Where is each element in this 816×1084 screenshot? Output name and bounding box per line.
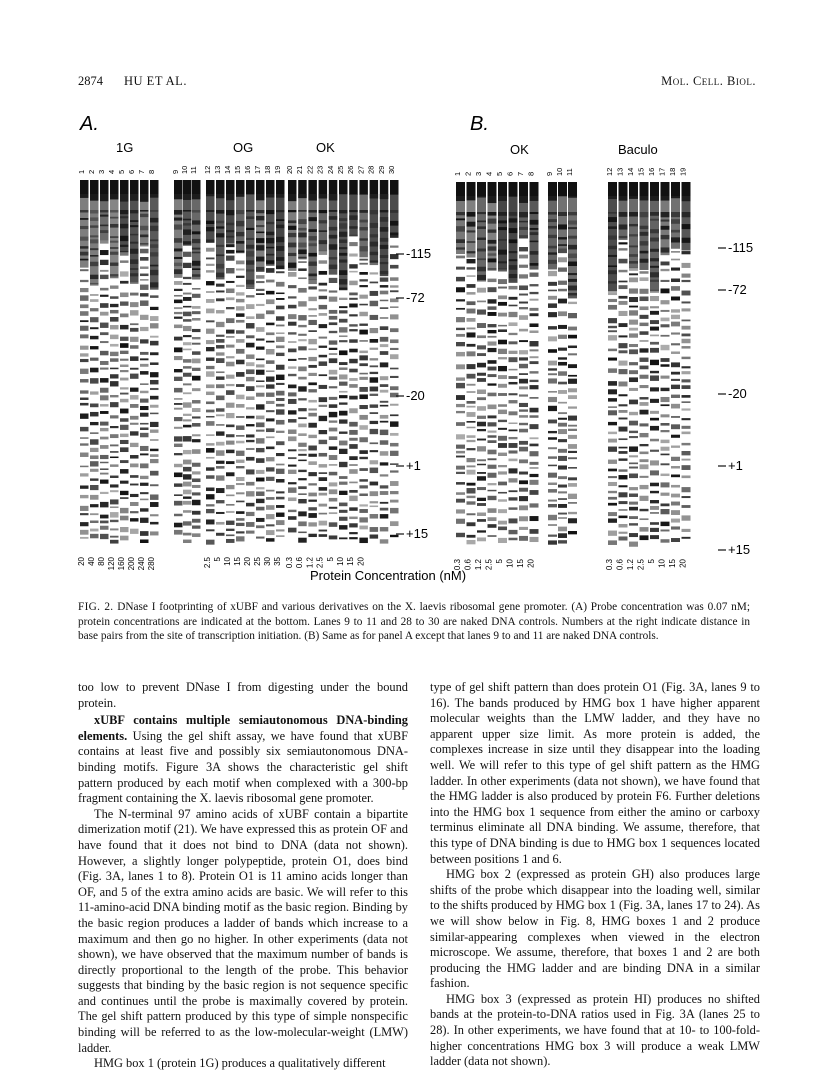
gel-lane bbox=[370, 180, 379, 539]
marker-label: -20 bbox=[728, 386, 747, 401]
lane-number: 14 bbox=[223, 165, 232, 174]
paragraph: The N-terminal 97 amino acids of xUBF contain a bipartite dimerization motif (21). We have expressed this as protein OF and have found that it does not bind to DNA (data not shown). However, a slightly longer polypeptide, protein O1, does bind (Fig. 3A, lanes 1 to 8). Protein O1 is 11 amino acids longer than OF, and 5 of the extra amino acids are basic. We will refer to this 11-amino-acid DNA binding motif as the basic region. Binding by the basic region produces a ladder of bands which increase to a maximum and then go no higher. In other experiments (data not shown), we have observed that the maximum number of bands is directly proportional to the length of the probe. This behavior suggests that binding by the basic region is not sequence specific and continues until the probe is maximally covered by protein. The gel shift pattern produced by this type of simple nonspecific binding will be referred to as the low-molecular-weight (LMW) ladder. bbox=[78, 806, 408, 1055]
lane-number: 5 bbox=[117, 169, 126, 174]
gel-lane bbox=[349, 180, 358, 539]
lane-number: 3 bbox=[97, 169, 106, 174]
gel-lane bbox=[509, 182, 518, 540]
gel-lane bbox=[467, 182, 476, 544]
lane-number: 5 bbox=[495, 171, 504, 176]
concentration-label: 2.5 bbox=[636, 559, 646, 571]
panel-b-lane-numbers bbox=[453, 168, 688, 176]
concentration-label: 20 bbox=[243, 557, 252, 566]
concentration-label: 40 bbox=[87, 557, 96, 566]
gel-lane bbox=[629, 182, 638, 547]
concentration-label: 2.5 bbox=[315, 557, 325, 569]
lane-number: 14 bbox=[626, 167, 635, 176]
concentration-label: 120 bbox=[107, 557, 116, 571]
gel-lane bbox=[319, 180, 328, 537]
gel-lane bbox=[456, 182, 465, 537]
gel-lane bbox=[329, 180, 338, 539]
gel-lane bbox=[276, 180, 285, 537]
gel-lane bbox=[380, 180, 389, 544]
concentration-label: 0.3 bbox=[605, 559, 614, 571]
paragraph-with-heading bbox=[78, 713, 408, 807]
concentration-label: 0.3 bbox=[453, 559, 462, 571]
journal-name: Mol. Cell. Biol. bbox=[661, 74, 756, 88]
gel-lane bbox=[120, 180, 129, 540]
gel-lane bbox=[682, 182, 691, 539]
gel-lane bbox=[339, 180, 348, 539]
concentration-label: 20 bbox=[678, 559, 688, 568]
gel-lane bbox=[226, 180, 235, 543]
gel-lane bbox=[548, 182, 557, 545]
concentration-label: 80 bbox=[97, 557, 106, 566]
section-heading: xUBF contains multiple semiautonomous DNA-binding elements. bbox=[78, 713, 408, 743]
paragraph: type of gel shift pattern than does protein O1 (Fig. 3A, lanes 9 to 16). The bands produced by HMG box 1 have higher apparent molecular weights than the LMW ladder, and they have no apparent upper size limit. As more protein is added, the complexes increase in size until they disappear into the loading well. We will refer to this type of gel shift pattern as the HMG ladder. In other experiments (data not shown), we have found that the HMG ladder is also produced by protein F6. Further deletions into the HMG box 1 sequence from either the amino or carboxy terminus eliminate all DNA binding. We assume, therefore, that this type of DNA binding is due to HMG box 1 sequences located between positions 1 and 6. bbox=[430, 680, 760, 866]
lane-number: 9 bbox=[171, 169, 180, 174]
lane-number: 12 bbox=[605, 167, 614, 176]
concentration-label: 35 bbox=[273, 557, 282, 566]
panel-a-label: A. bbox=[80, 113, 99, 135]
lane-number: 11 bbox=[565, 168, 574, 176]
paragraph: too low to prevent DNase I from digesting under the bound protein. bbox=[78, 680, 408, 710]
concentration-label: 15 bbox=[233, 557, 242, 566]
lane-number: 17 bbox=[657, 167, 667, 176]
lane-number: 17 bbox=[253, 165, 262, 174]
gel-lane bbox=[174, 180, 183, 535]
lane-number: 10 bbox=[555, 167, 564, 176]
lane-number: 25 bbox=[336, 165, 345, 174]
gel-lane bbox=[90, 180, 99, 538]
panel-a-group-OK: OK bbox=[316, 140, 335, 155]
body-column-left bbox=[78, 680, 408, 1072]
concentration-label: 1.2 bbox=[626, 559, 635, 571]
lane-number: 26 bbox=[346, 165, 356, 174]
lane-number: 21 bbox=[295, 165, 305, 174]
paragraph: HMG box 3 (expressed as protein HI) produces no shifted bands at the protein-to-DNA ratios used in Fig. 3A (lanes 25 to 28). In other experiments, we have found that at 10- to 100-fold-higher concentrations HMG box 3 will produce a weak LMW ladder (data not shown). bbox=[430, 991, 760, 1069]
gel-lane bbox=[236, 180, 245, 541]
lane-number: 11 bbox=[189, 166, 198, 174]
gel-lane bbox=[246, 180, 255, 534]
gel-lane bbox=[150, 180, 159, 535]
marker-label: -20 bbox=[406, 388, 425, 403]
concentration-label: 0.6 bbox=[295, 557, 305, 569]
gel-lane bbox=[568, 182, 577, 534]
lane-number: 30 bbox=[387, 165, 396, 174]
concentration-label: 15 bbox=[516, 559, 525, 568]
gel-lane bbox=[308, 180, 317, 537]
lane-number: 22 bbox=[305, 165, 315, 174]
concentration-label: 2.5 bbox=[203, 557, 212, 569]
gel-lane bbox=[519, 182, 528, 541]
gel-lane bbox=[530, 182, 539, 542]
lane-number: 1 bbox=[77, 169, 86, 174]
marker-label: +1 bbox=[406, 458, 421, 473]
lane-number: 24 bbox=[325, 165, 335, 174]
lane-number: 2 bbox=[87, 169, 96, 174]
concentration-label: 20 bbox=[526, 559, 536, 568]
marker-label: +15 bbox=[406, 526, 429, 541]
gel-lane bbox=[661, 182, 670, 543]
concentration-label: 160 bbox=[117, 557, 126, 571]
concentration-label: 0.3 bbox=[285, 557, 294, 569]
lane-number: 19 bbox=[273, 165, 282, 174]
panel-b-label: B. bbox=[470, 113, 489, 135]
concentration-label: 10 bbox=[657, 559, 667, 568]
lane-number: 12 bbox=[203, 165, 212, 174]
gel-lane bbox=[498, 182, 507, 543]
gel-lane bbox=[488, 182, 497, 537]
panel-b-concentrations bbox=[453, 558, 688, 570]
concentration-label: 1.2 bbox=[305, 557, 315, 569]
lane-number: 3 bbox=[474, 171, 483, 176]
gel-lane bbox=[650, 182, 659, 539]
marker-label: -72 bbox=[406, 290, 425, 305]
marker-label: -115 bbox=[728, 240, 754, 255]
concentration-label: 5 bbox=[213, 557, 222, 562]
gel-lane bbox=[477, 182, 486, 541]
panel-a-gel bbox=[80, 180, 399, 545]
gel-lane bbox=[671, 182, 680, 542]
concentration-label: 5 bbox=[325, 557, 335, 562]
gel-lane bbox=[266, 180, 275, 542]
lane-number: 10 bbox=[180, 165, 189, 174]
gel-lane bbox=[140, 180, 149, 543]
body-column-right bbox=[430, 680, 760, 1070]
paragraph-text: Using the gel shift assay, we have found that xUBF contains at least five and possibly six semiautonomous DNA-binding motifs. Figure 3A shows the characteristic gel shift pattern produced by each motif when complexed with a 300-bp fragment containing the X. laevis ribosomal gene promoter. bbox=[78, 728, 408, 806]
concentration-label: 15 bbox=[346, 557, 356, 566]
gel-lane bbox=[359, 180, 368, 543]
paragraph: HMG box 1 (protein 1G) produces a qualitatively different bbox=[94, 1056, 386, 1071]
caption-text: DNase I footprinting of xUBF and various derivatives on the X. laevis ribosomal gene promoter. (A) Probe concentration was 0.07 nM; protein concentrations are indicated at the bottom. Lanes 9 to 11 and 28 to 30 are naked DNA controls. Numbers at the right indicate distance in base pairs from the site of transcription initiation. (B) Same as for panel A except that lanes 9 to and 11 are naked DNA controls. bbox=[78, 601, 750, 642]
lane-number: 15 bbox=[233, 165, 242, 174]
panel-a-group-OG: OG bbox=[233, 140, 254, 155]
panel-a-markers bbox=[396, 246, 431, 541]
concentration-label: 280 bbox=[147, 557, 156, 571]
concentration-label: 5 bbox=[647, 559, 656, 564]
paragraph: HMG box 2 (expressed as protein GH) also produces large shifts of the probe which disappear into the loading well, similar to the shifts produced by HMG box 1 (Fig. 3A, lanes 17 to 24). As we will show below in Fig. 8, HMG boxes 1 and 2 produce similar-appearing complexes when viewed in the electron microscope. We assume, therefore, that boxes 1 and 2 are both producing the HMG ladder and are binding DNA in a similar fashion. bbox=[430, 867, 760, 991]
concentration-label: 15 bbox=[668, 559, 677, 568]
gel-lane bbox=[192, 180, 201, 537]
lane-number: 7 bbox=[516, 171, 525, 176]
gel-lane bbox=[80, 180, 89, 539]
panel-a-lane-numbers bbox=[77, 166, 396, 174]
concentration-label: 1.2 bbox=[474, 559, 483, 571]
running-header bbox=[78, 74, 756, 90]
lane-number: 27 bbox=[356, 165, 366, 174]
marker-label: +15 bbox=[728, 542, 751, 557]
gel-lane bbox=[100, 180, 109, 539]
figure-caption bbox=[78, 600, 750, 644]
concentration-label: 200 bbox=[127, 557, 136, 571]
lane-number: 1 bbox=[453, 171, 462, 176]
gel-lane bbox=[298, 180, 307, 543]
gel-lane bbox=[619, 182, 628, 541]
concentration-label: 20 bbox=[77, 557, 86, 566]
panel-b-group-OK: OK bbox=[510, 142, 529, 157]
concentration-label: 10 bbox=[223, 557, 232, 566]
lane-number: 4 bbox=[107, 169, 116, 174]
gel-lane bbox=[640, 182, 649, 540]
lane-number: 19 bbox=[678, 167, 688, 176]
concentration-label: 10 bbox=[336, 557, 345, 566]
lane-number: 8 bbox=[147, 169, 156, 174]
concentration-label: 30 bbox=[263, 557, 272, 566]
lane-number: 28 bbox=[366, 165, 376, 174]
panel-b-markers bbox=[718, 240, 753, 557]
lane-number: 29 bbox=[376, 165, 386, 174]
lane-number: 6 bbox=[505, 171, 515, 176]
lane-number: 13 bbox=[615, 167, 625, 176]
lane-number: 18 bbox=[668, 167, 677, 176]
lane-number: 6 bbox=[127, 169, 136, 174]
lane-number: 16 bbox=[243, 165, 252, 174]
page-number: 2874 bbox=[78, 74, 103, 88]
gel-lane bbox=[206, 180, 215, 545]
gel-lane bbox=[390, 180, 399, 537]
gel-lane bbox=[288, 180, 297, 532]
lane-number: 20 bbox=[285, 165, 294, 174]
lane-number: 15 bbox=[636, 167, 646, 176]
marker-label: -115 bbox=[406, 246, 432, 261]
axis-label: Protein Concentration (nM) bbox=[310, 568, 467, 583]
lane-number: 23 bbox=[315, 165, 325, 174]
lane-number: 16 bbox=[647, 167, 656, 176]
concentration-label: 5 bbox=[495, 559, 504, 564]
concentration-label: 25 bbox=[253, 557, 262, 566]
caption-label: FIG. 2. bbox=[78, 601, 114, 613]
panel-b-gel bbox=[456, 182, 691, 547]
lane-number: 9 bbox=[545, 171, 554, 176]
concentration-label: 240 bbox=[137, 557, 146, 571]
gel-lane bbox=[183, 180, 192, 543]
concentration-label: 0.6 bbox=[615, 559, 625, 571]
lane-number: 7 bbox=[137, 169, 146, 174]
panel-a-group-1G: 1G bbox=[116, 140, 134, 155]
concentration-label: 10 bbox=[505, 559, 515, 568]
marker-label: +1 bbox=[728, 458, 743, 473]
lane-number: 18 bbox=[263, 165, 272, 174]
lane-number: 8 bbox=[526, 171, 536, 176]
gel-lane bbox=[558, 182, 567, 544]
concentration-label: 2.5 bbox=[484, 559, 494, 571]
concentration-label: 20 bbox=[356, 557, 366, 566]
lane-number: 4 bbox=[484, 171, 494, 176]
gel-lane bbox=[256, 180, 265, 539]
lane-number: 2 bbox=[463, 171, 473, 176]
gel-lane bbox=[110, 180, 119, 544]
panel-b-group-Baculo: Baculo bbox=[618, 142, 658, 157]
lane-number: 13 bbox=[213, 165, 222, 174]
gel-lane bbox=[130, 180, 139, 534]
gel-lane bbox=[608, 182, 617, 545]
gel-figure bbox=[78, 102, 758, 582]
figure-2 bbox=[78, 102, 758, 582]
concentration-label: 0.6 bbox=[463, 559, 473, 571]
gel-lane bbox=[216, 180, 225, 536]
marker-label: -72 bbox=[728, 282, 747, 297]
running-authors: HU ET AL. bbox=[124, 74, 187, 88]
